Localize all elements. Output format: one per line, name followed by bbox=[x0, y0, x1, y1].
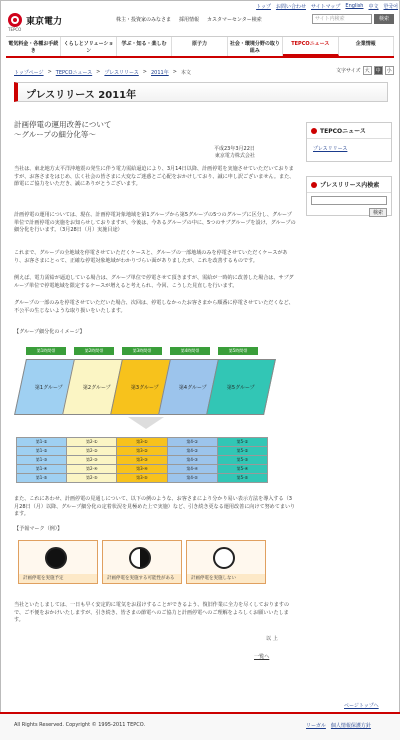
subgroup-cell: 第3-④ bbox=[117, 465, 167, 474]
footer-links bbox=[306, 722, 371, 729]
secondary-nav-customer[interactable]: カスタマーセンター検索 bbox=[207, 17, 262, 23]
article-header bbox=[14, 120, 296, 140]
article-date: 平成23年3月22日 bbox=[214, 146, 255, 152]
subgroup-cell: 第1-③ bbox=[17, 456, 67, 465]
subgroup-cell: 第2-② bbox=[67, 447, 117, 456]
article-company: 東京電力株式会社 bbox=[214, 153, 255, 159]
secondary-nav bbox=[116, 16, 262, 23]
legend-label-possible: 計画停電を実施する可能性がある bbox=[103, 574, 181, 583]
main-nav-rates[interactable]: 電気料金・各種お手続き bbox=[6, 37, 61, 56]
article-paragraph-6: また、これにあわせ、計画停電の見通しについて、以下の例のような、お客さまにより分かり易い表示方法を導入する（3月28日（月）以降、グループ細分化の定着状況を見極めた上で実施）など、引き続き更なる運用改善に向けて努めてまいります。 bbox=[14, 496, 296, 518]
sidebar-news-title: TEPCOニュース bbox=[320, 128, 366, 135]
sidebar-press-link[interactable]: プレスリリース bbox=[313, 146, 348, 152]
article-paragraph-1: 当社は、東北地方太平洋沖地震の発生に伴う電力需給逼迫により、3月14日以降、計画停電を実施させていただいておりますが、お客さまをはじめ、広く社会の皆さまに大変なご迷惑とご心配をおかけしており、誠に申し訳ございません。また、節電にご協力をいただき、誠にありがとうございます。 bbox=[14, 166, 295, 188]
breadcrumb-year[interactable]: 2011年 bbox=[150, 70, 169, 76]
article-paragraph-3: これまで、グループの全地域を停電させていただくケースと、グループの一部地域のみを停電させていただくケースがあり、お客さまにとって、正確な停電対象地域がわかりづらい面がありましたが、これを改善するものです。 bbox=[14, 250, 288, 264]
legend-item-planned bbox=[18, 540, 98, 584]
page-top-link[interactable]: ページトップへ bbox=[344, 703, 379, 709]
legend-label-none: 計画停電を実施しない bbox=[187, 574, 265, 583]
table-row bbox=[17, 465, 268, 474]
table-row bbox=[17, 447, 268, 456]
sidebar-search-header bbox=[307, 177, 391, 193]
press-search-button[interactable]: 検索 bbox=[369, 208, 387, 217]
main-nav-company[interactable]: 企業情報 bbox=[339, 37, 394, 56]
secondary-nav-recruit[interactable]: 採用情報 bbox=[179, 17, 200, 23]
legend-item-possible bbox=[102, 540, 182, 584]
main-nav-news[interactable]: TEPCOニュース bbox=[283, 37, 338, 56]
table-row bbox=[17, 438, 268, 447]
subgroup-cell: 第5-④ bbox=[217, 465, 267, 474]
time-tag-3: 第3時間帯 bbox=[122, 347, 162, 355]
down-arrow-icon bbox=[128, 417, 164, 429]
full-circle-icon bbox=[45, 547, 67, 569]
subgroup-cell: 第2-④ bbox=[67, 465, 117, 474]
sidebar-news bbox=[306, 122, 392, 162]
article-paragraph-5: グループの一部のみを停電させていただいた場合、次回は、停電しなかったお客さまから順番に停電させていただくなど、不公平の生じないような取り扱いをいたします。 bbox=[14, 300, 294, 314]
legend-item-none bbox=[186, 540, 266, 584]
diagram-heading: 【グループ細分化のイメージ】 bbox=[14, 329, 85, 335]
brand-name: 東京電力 bbox=[26, 16, 63, 27]
secondary-nav-investors[interactable]: 株主・投資家のみなさま bbox=[116, 17, 172, 23]
text-size-large[interactable]: 大 bbox=[364, 68, 370, 74]
subgroup-cell: 第1-④ bbox=[17, 465, 67, 474]
group-5-block bbox=[206, 359, 276, 415]
page-title: プレスリリース 2011年 bbox=[14, 82, 388, 102]
subgroup-cell: 第2-③ bbox=[67, 456, 117, 465]
utility-bar bbox=[94, 3, 398, 11]
group-1-label: 第1グループ bbox=[35, 384, 63, 391]
subgroup-cell: 第3-② bbox=[117, 447, 167, 456]
back-to-list-link[interactable]: 一覧へ bbox=[254, 654, 270, 660]
breadcrumb-current: 本文 bbox=[180, 70, 191, 76]
empty-circle-icon bbox=[213, 547, 235, 569]
breadcrumb-news[interactable]: TEPCOニュース bbox=[55, 70, 93, 76]
sidebar-news-header bbox=[307, 123, 391, 139]
breadcrumb-press[interactable]: プレスリリース bbox=[104, 70, 139, 76]
brand-tagline: TEPCO bbox=[8, 27, 22, 32]
article-paragraph-4: 例えば、電力需給が逼迫している場合は、グループ単位で停電させて頂きますが、需給が一時的に改善した場合は、サブグループ単位で停電地域を限定するケースが増えると考えられ、今回、こうした見直しを行います。 bbox=[14, 275, 294, 289]
subgroup-cell: 第3-③ bbox=[117, 456, 167, 465]
article-title: 計画停電の運用改善について bbox=[14, 120, 112, 129]
utility-link-top[interactable]: トップ bbox=[256, 4, 271, 10]
footer bbox=[0, 712, 400, 740]
sidebar-search bbox=[306, 176, 392, 216]
main-nav bbox=[6, 36, 394, 58]
subgroup-cell: 第5-① bbox=[217, 438, 267, 447]
group-4-label: 第4グループ bbox=[179, 384, 207, 391]
main-nav-society[interactable]: 社会・環境分野の取り組み bbox=[228, 37, 283, 56]
bullet-icon bbox=[311, 128, 317, 134]
article-end: 以 上 bbox=[266, 636, 278, 642]
text-size-control bbox=[336, 66, 394, 75]
subgroup-cell: 第1-② bbox=[17, 447, 67, 456]
subgroup-cell: 第5-③ bbox=[217, 456, 267, 465]
press-search-input[interactable] bbox=[311, 196, 387, 205]
subgroup-cell: 第4-③ bbox=[167, 456, 217, 465]
subgroup-cell: 第1-① bbox=[17, 438, 67, 447]
subgroup-cell: 第5-⑤ bbox=[217, 474, 267, 483]
utility-link-sitemap[interactable]: サイトマップ bbox=[310, 4, 341, 10]
sidebar-search-title: プレスリリース内検索 bbox=[320, 182, 380, 189]
time-tag-2: 第2時間帯 bbox=[74, 347, 114, 355]
article-paragraph-2: 計画停電の運用については、現在、計画停電対象地域を第1グループから第5グループの5つのグループに区分し、グループ単位で計画停電の実施をお知らせしておりますが、今後は、今あるグループの中に、5つのサブグループを設け、グループの細分化を行います。（3月28日（月）実施目途） bbox=[14, 212, 296, 234]
subgroup-cell: 第3-⑤ bbox=[117, 474, 167, 483]
table-row bbox=[17, 474, 268, 483]
table-row bbox=[17, 456, 268, 465]
time-tag-4: 第4時間帯 bbox=[170, 347, 210, 355]
group-3-label: 第3グループ bbox=[131, 384, 159, 391]
main-nav-nuclear[interactable]: 原子力 bbox=[172, 37, 227, 56]
subgroup-cell: 第4-② bbox=[167, 447, 217, 456]
text-size-medium[interactable]: 中 bbox=[375, 68, 381, 74]
group-2-label: 第2グループ bbox=[83, 384, 111, 391]
utility-link-contact[interactable]: お問い合わせ bbox=[275, 4, 306, 10]
subgroup-cell: 第3-① bbox=[117, 438, 167, 447]
text-size-label: 文字サイズ bbox=[336, 68, 361, 74]
subgroup-cell: 第2-⑤ bbox=[67, 474, 117, 483]
legend-heading: 【予報マーク（例）】 bbox=[14, 526, 63, 532]
group-5-label: 第5グループ bbox=[227, 384, 255, 391]
utility-link-chinese[interactable]: 中文 bbox=[368, 4, 379, 10]
breadcrumb: トップページ > TEPCOニュース > プレスリリース > 2011年 > 本文 bbox=[14, 69, 191, 76]
subgroup-cell: 第1-⑤ bbox=[17, 474, 67, 483]
footer-privacy-link[interactable]: 個人情報保護方針 bbox=[330, 723, 371, 729]
site-search-input[interactable]: サイト内検索 bbox=[312, 14, 372, 24]
footer-legal-link[interactable]: リーガル bbox=[306, 723, 326, 729]
copyright: All Rights Reserved. Copyright © 1995-2011 TEPCO. bbox=[14, 722, 146, 728]
bullet-icon bbox=[311, 182, 317, 188]
article-date-block bbox=[214, 146, 255, 160]
time-tag-5: 第5時間帯 bbox=[218, 347, 258, 355]
group-diagram bbox=[16, 345, 268, 485]
breadcrumb-top[interactable]: トップページ bbox=[14, 70, 44, 76]
article-subtitle: ～グループの細分化等～ bbox=[14, 130, 96, 139]
site-search-button[interactable]: 検索 bbox=[374, 14, 394, 24]
half-circle-icon bbox=[129, 547, 151, 569]
text-size-small[interactable]: 小 bbox=[386, 68, 392, 74]
time-tag-1: 第1時間帯 bbox=[26, 347, 66, 355]
main-nav-learn[interactable]: 学ぶ・知る・楽しむ bbox=[117, 37, 172, 56]
subgroup-cell: 第4-① bbox=[167, 438, 217, 447]
legend-label-planned: 計画停電を実施予定 bbox=[19, 574, 97, 583]
main-nav-solutions[interactable]: くらしとソリューション bbox=[61, 37, 116, 56]
subgroup-cell: 第4-④ bbox=[167, 465, 217, 474]
forecast-legend bbox=[18, 540, 266, 584]
tepco-logo-icon bbox=[8, 13, 22, 27]
subgroup-cell: 第5-② bbox=[217, 447, 267, 456]
utility-link-korean[interactable]: 한국어 bbox=[383, 4, 398, 10]
subgroup-table bbox=[16, 437, 268, 483]
subgroup-cell: 第4-⑤ bbox=[167, 474, 217, 483]
subgroup-cell: 第2-① bbox=[67, 438, 117, 447]
article-paragraph-7: 当社といたしましては、一日も早く安定的に電気をお届けすることができるよう、復旧作業に全力を尽くしておりますので、ご不便をおかけいたしますが、引き続き、皆さまの節電へのご協力と計画停電へのご理解をよろしくお願いいたします。 bbox=[14, 602, 290, 624]
utility-link-english[interactable]: English bbox=[345, 3, 364, 9]
